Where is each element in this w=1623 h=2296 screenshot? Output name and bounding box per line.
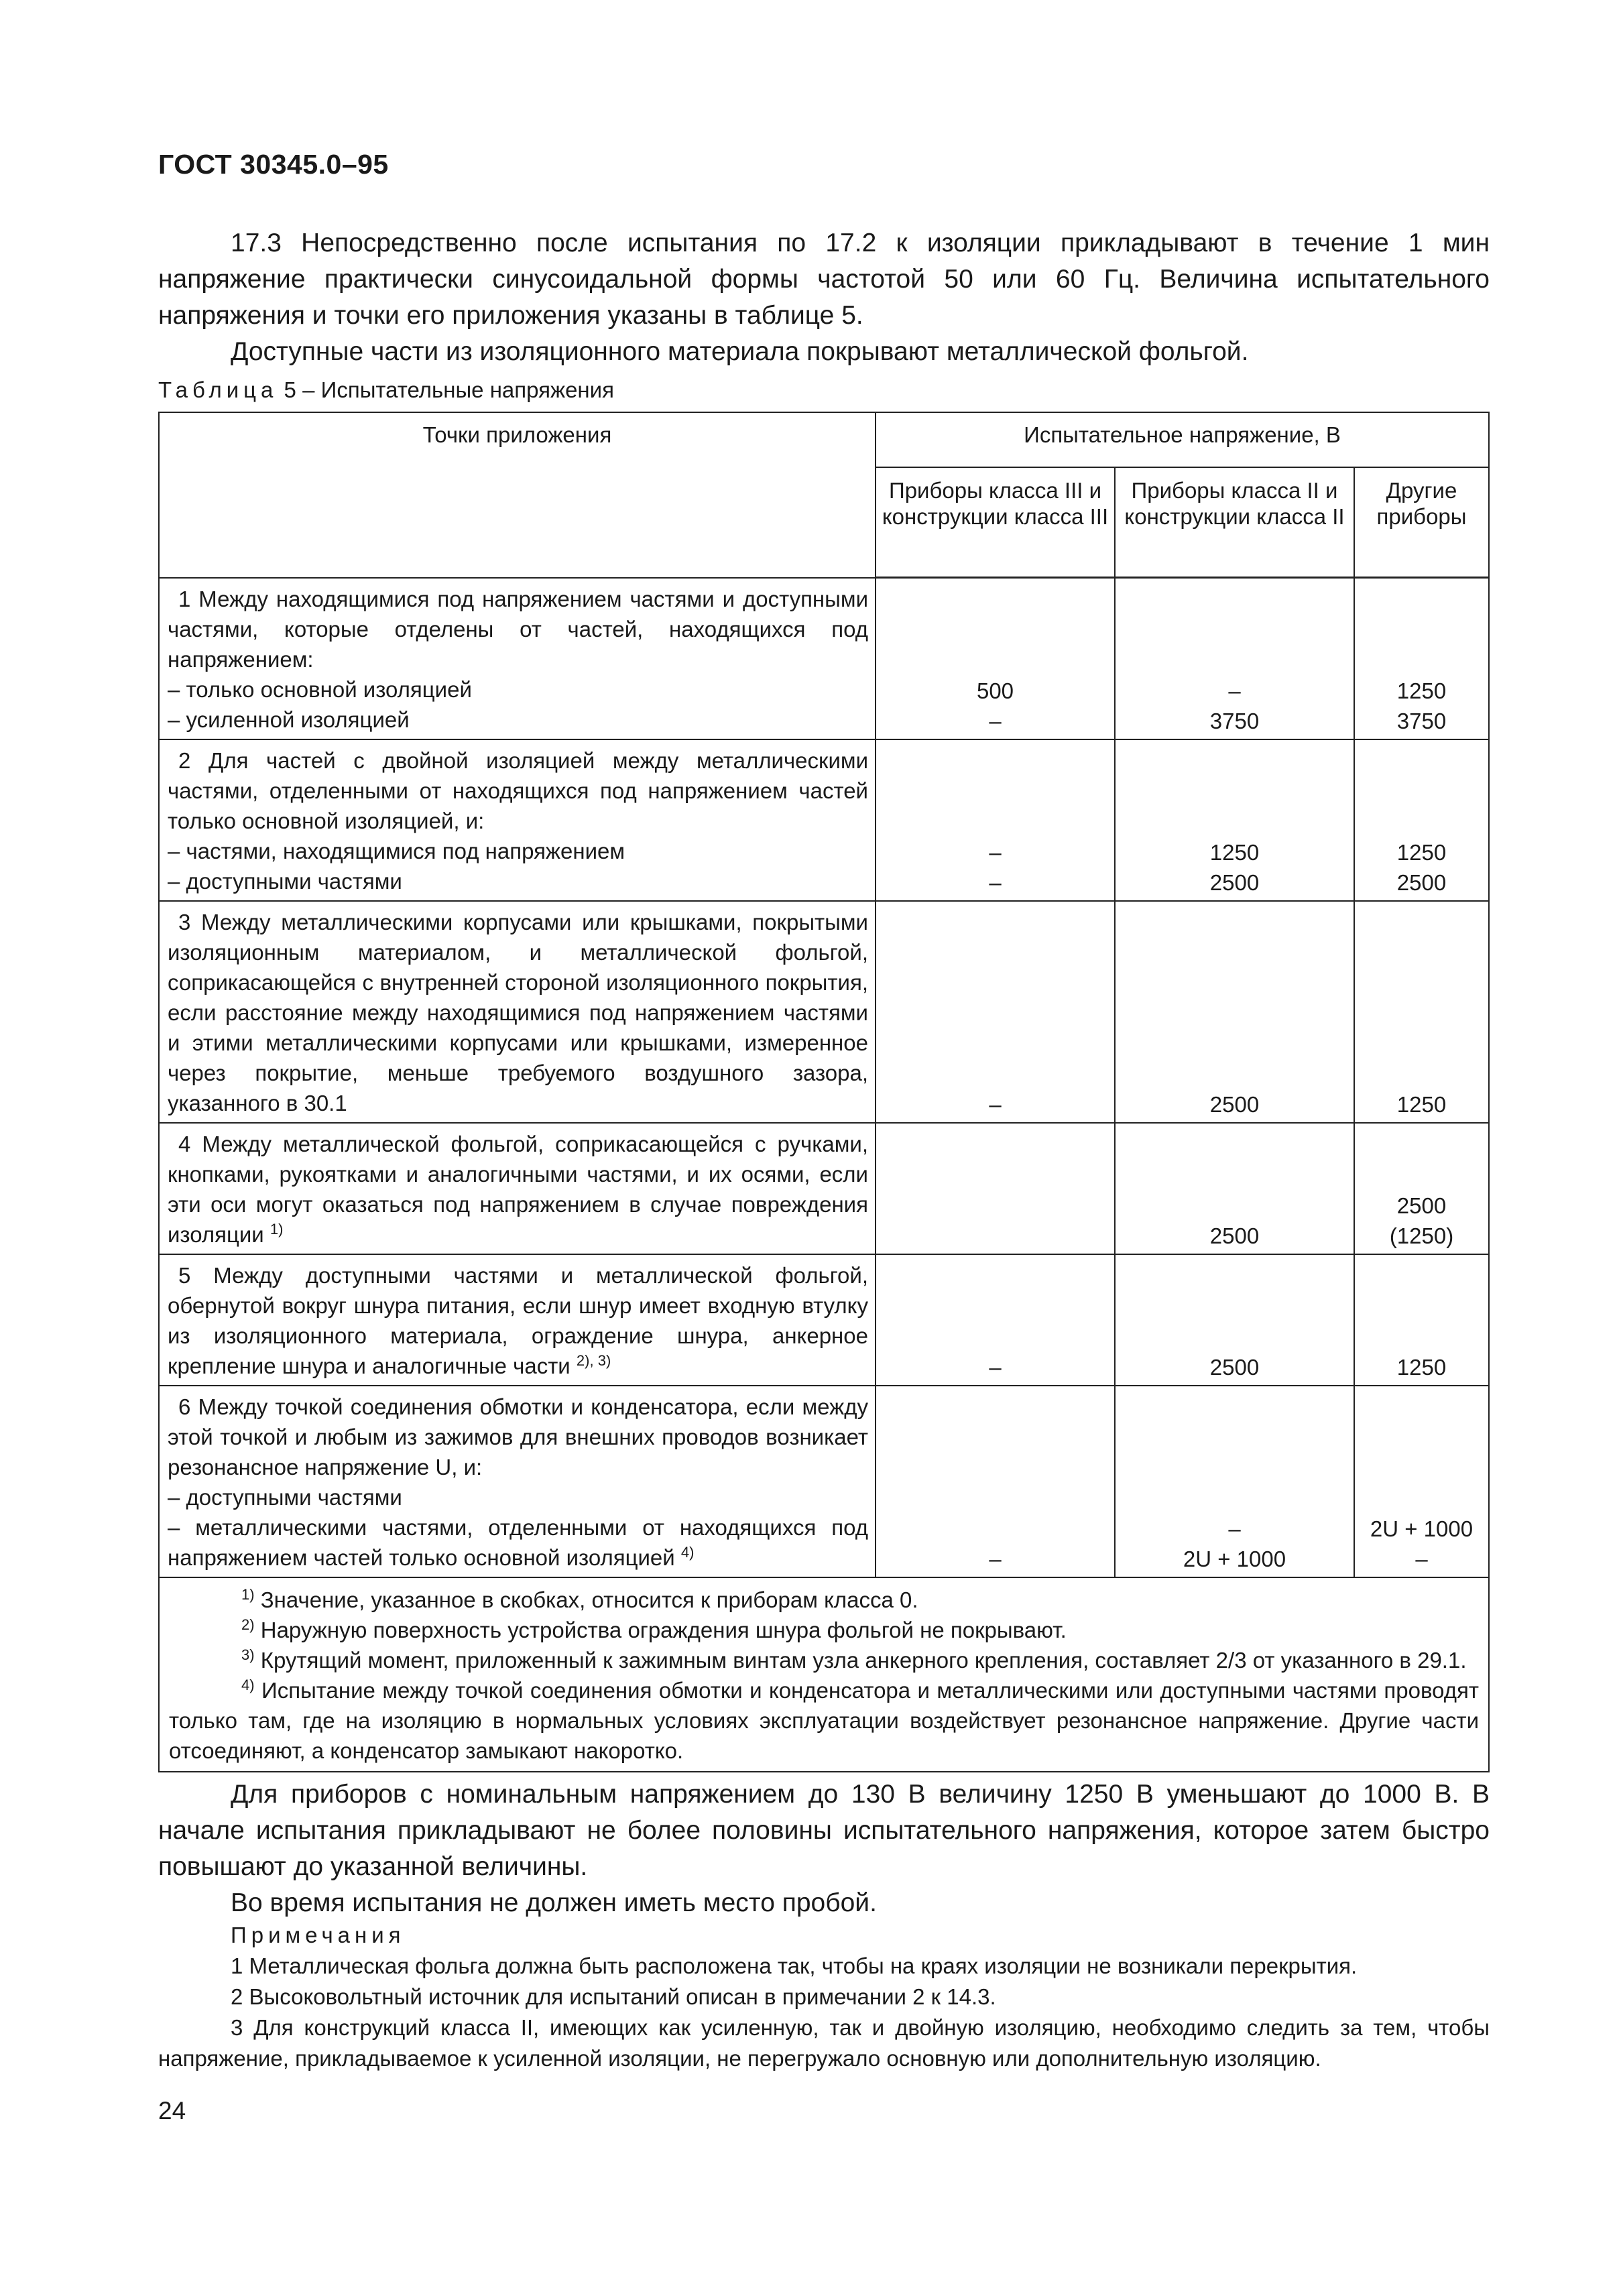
table-row (159, 1123, 1489, 1254)
page-number: 24 (158, 2097, 186, 2124)
row-6-class2 (1115, 1386, 1354, 1577)
notes-title: Примечания (231, 1923, 406, 1947)
table-row (159, 901, 1489, 1123)
cell-value: 2500 (1209, 869, 1260, 895)
cell-value: – (1228, 1516, 1241, 1541)
note-item: 3 Для конструкций класса II, имеющих как усиленную, так и двойную изоляцию, необходимо следить за тем, чтобы напряжение, прикладываемое к усиленной изоляции, не перегружало основную или дополнительную изоляцию. (158, 2015, 1490, 2071)
table-row (159, 1254, 1489, 1386)
row-3-points (159, 901, 876, 1123)
row-5-class2 (1115, 1254, 1354, 1386)
row-4-class2 (1115, 1123, 1354, 1254)
row-2-points (159, 739, 876, 901)
cell-value: 2U + 1000 (1183, 1546, 1286, 1571)
footnote-ref: 1) (269, 1220, 284, 1237)
note-item: 1 Металлическая фольга должна быть расположена так, чтобы на краях изоляции не возникали перекрытия. (231, 1953, 1358, 1978)
header-class2 (1115, 467, 1354, 578)
cell-value: 3750 (1396, 708, 1447, 733)
table-caption-prefix: Таблица (158, 377, 278, 402)
row-5-text: 5 Между доступными частями и металлической фольгой, обернутой вокруг шнура питания, если шнур имеет входную втулку из изоляционного материала, ограждение шнура, анкерное крепление шнура и аналогичные части (168, 1262, 868, 1378)
footnote-1 (169, 1585, 1479, 1615)
table-caption (158, 377, 614, 403)
table-caption-title: 5 – Испытательные напряжения (278, 377, 614, 402)
row-6-line-3 (168, 1512, 868, 1573)
cell-value: (1250) (1389, 1223, 1454, 1248)
row-2-line-1: 2 Для частей с двойной изоляцией между металлическими частями, отделенными от находящихся под напряжением частей только основной изоляцией, и: (168, 747, 868, 833)
footnote-ref: 4) (680, 1543, 695, 1561)
row-2-line-3: – доступными частями (168, 868, 402, 894)
row-1-line-3: – усиленной изоляцией (168, 707, 410, 732)
row-2-other (1354, 739, 1489, 901)
footnote-text: Крутящий момент, приложенный к зажимным винтам узла анкерного крепления, составляет 2/3 от указанного в 29.1. (260, 1647, 1467, 1673)
cell-value: 1250 (1209, 839, 1260, 865)
cell-value: 2500 (1209, 1091, 1260, 1117)
intro-section (158, 225, 1490, 370)
row-4-other (1354, 1123, 1489, 1254)
row-5-other (1354, 1254, 1489, 1386)
cell-value: 2U + 1000 (1370, 1516, 1474, 1541)
table-row (159, 739, 1489, 901)
row-1-line-2: – только основной изоляцией (168, 676, 472, 702)
after-paragraph-2: Во время испытания не должен иметь место пробой. (231, 1888, 877, 1917)
row-4-class3 (876, 1123, 1115, 1254)
header-points-label: Точки приложения (422, 422, 612, 447)
row-2-line-2: – частями, находящимися под напряжением (168, 838, 625, 863)
row-6-class3 (876, 1386, 1115, 1577)
cell-value: – (1415, 1546, 1428, 1571)
header-voltage-label: Испытательное напряжение, В (1024, 422, 1341, 447)
header-other (1354, 467, 1489, 578)
footnote-mark: 3) (241, 1646, 255, 1663)
cell-value (1116, 1191, 1354, 1221)
intro-paragraph-2: Доступные части из изоляционного материала покрывают металлической фольгой. (231, 337, 1249, 366)
cell-value: 1250 (1396, 678, 1447, 703)
row-6-text: – металлическими частями, отделенными от находящихся под напряжением частей только основной изоляцией (168, 1514, 868, 1570)
row-6-other (1354, 1386, 1489, 1577)
row-5-line-1 (168, 1260, 868, 1381)
cell-value (876, 1514, 1114, 1544)
row-2-class2 (1115, 739, 1354, 901)
standard-header: ГОСТ 30345.0–95 (158, 149, 389, 180)
footnote-mark: 2) (241, 1616, 255, 1633)
table-row (159, 1386, 1489, 1577)
row-5-class3 (876, 1254, 1115, 1386)
after-table-section (158, 1776, 1490, 1921)
row-6-line-1: 6 Между точкой соединения обмотки и конденсатора, если между этой точкой и любым из зажимов для внешних проводов возникает резонансное напряжение U, и: (168, 1394, 868, 1479)
footnote-mark: 1) (241, 1585, 255, 1603)
footnote-3 (169, 1645, 1479, 1675)
cell-value: 3750 (1209, 708, 1260, 733)
notes-section (158, 1920, 1490, 2074)
footnote-ref: 2), 3) (576, 1351, 611, 1369)
row-5-points (159, 1254, 876, 1386)
cell-value: – (989, 1091, 1002, 1117)
header-other-label: Другие приборы (1376, 478, 1467, 529)
row-1-line-1: 1 Между находящимися под напряжением частями и доступными частями, которые отделены от частей, находящихся под напряжением: (168, 586, 868, 672)
row-4-line-1 (168, 1129, 868, 1250)
row-1-class2 (1115, 578, 1354, 739)
row-1-other (1354, 578, 1489, 739)
cell-value: – (989, 1546, 1002, 1571)
row-4-points (159, 1123, 876, 1254)
row-4-text: 4 Между металлической фольгой, соприкасающейся с ручками, кнопками, рукоятками и аналогичными частями, и их осями, если эти оси могут оказаться под напряжением в случае повреждения изоляции (168, 1131, 868, 1247)
cell-value: – (989, 708, 1002, 733)
row-1-class3 (876, 578, 1115, 739)
cell-value: 1250 (1396, 839, 1447, 865)
footnote-text: Наружную поверхность устройства ограждения шнура фольгой не покрывают. (260, 1617, 1067, 1642)
row-2-class3 (876, 739, 1115, 901)
row-3-class2 (1115, 901, 1354, 1123)
cell-value: 2500 (1396, 1193, 1447, 1218)
header-voltage (876, 412, 1489, 467)
cell-value: 2500 (1209, 1354, 1260, 1380)
cell-value: 1250 (1396, 1091, 1447, 1117)
intro-paragraph-1: 17.3 Непосредственно после испытания по 17.2 к изоляции прикладывают в течение 1 мин напряжение практически синусоидальной формы частотой 50 или 60 Гц. Величина испытательного напряжения и точки его приложения указаны в таблице 5. (158, 229, 1490, 330)
cell-value: 500 (976, 678, 1014, 703)
cell-value: 2500 (1209, 1223, 1260, 1248)
table-footnotes-row (159, 1577, 1489, 1772)
cell-value: – (989, 839, 1002, 865)
row-3-other (1354, 901, 1489, 1123)
row-3-class3 (876, 901, 1115, 1123)
footnote-4 (169, 1675, 1479, 1766)
cell-value: – (989, 1354, 1002, 1380)
row-6-line-2: – доступными частями (168, 1484, 402, 1510)
footnote-mark: 4) (241, 1676, 255, 1693)
note-item: 2 Высоковольтный источник для испытаний описан в примечании 2 к 14.3. (231, 1984, 996, 2009)
footnote-text: Значение, указанное в скобках, относится к приборам класса 0. (260, 1587, 918, 1612)
cell-value (876, 1221, 1114, 1251)
row-3-line-1: 3 Между металлическими корпусами или крышками, покрытыми изоляционным материалом, и металлической фольгой, соприкасающейся с внутренней стороной изоляционного покрытия, если расстояние между находящимися под напряжением частями и этими металлическими корпусами или крышками, измеренное через покрытие, меньше требуемого воздушного зазора, указанного в 30.1 (168, 909, 868, 1115)
row-1-points (159, 578, 876, 739)
table-footnotes (159, 1577, 1489, 1772)
cell-value: 1250 (1396, 1354, 1447, 1380)
cell-value: 2500 (1396, 869, 1447, 895)
header-class2-label: Приборы класса II и конструкции класса II (1124, 478, 1345, 529)
cell-value: – (989, 869, 1002, 895)
table-row (159, 578, 1489, 739)
header-points (159, 412, 876, 578)
row-6-points (159, 1386, 876, 1577)
header-class3-label: Приборы класса III и конструкции класса III (882, 478, 1109, 529)
header-class3 (876, 467, 1115, 578)
cell-value: – (1228, 678, 1241, 703)
test-voltage-table (158, 412, 1490, 1772)
after-paragraph-1: Для приборов с номинальным напряжением до 130 В величину 1250 В уменьшают до 1000 В. В начале испытания прикладывают не более половины испытательного напряжения, которое затем быстро повышают до указанной величины. (158, 1780, 1490, 1881)
footnote-2 (169, 1615, 1479, 1645)
footnote-text: Испытание между точкой соединения обмотки и конденсатора и металлическими или доступными частями проводят только там, где на изоляцию в нормальных условиях эксплуатации воздействует резонансное напряжение. Другие части отсоединяют, а конденсатор замыкают накоротко. (169, 1677, 1480, 1763)
